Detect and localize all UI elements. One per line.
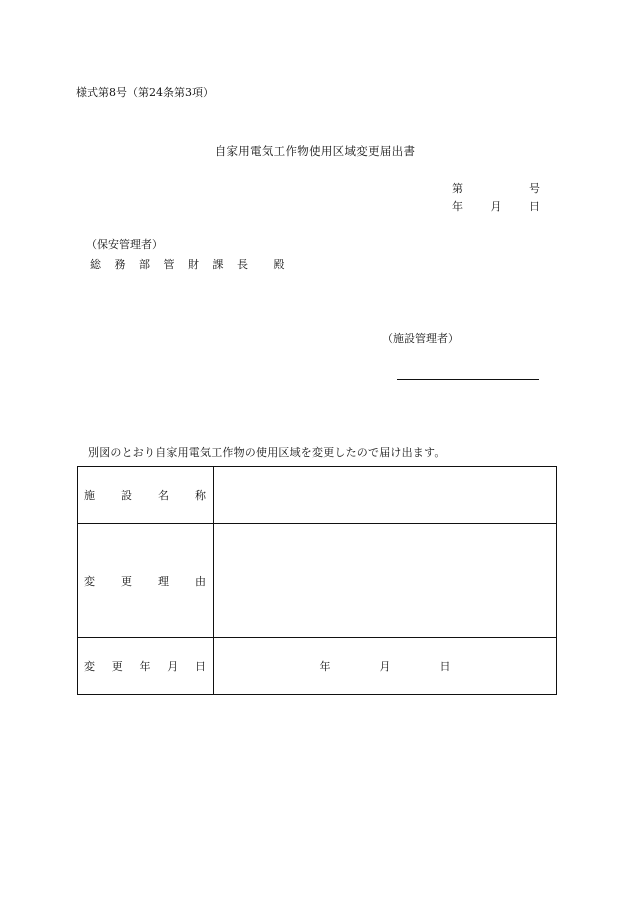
change-reason-label: [78, 524, 214, 638]
document-number-field: [452, 180, 540, 196]
facility-manager-label: （施設管理者）: [382, 332, 459, 345]
label-char: 設: [121, 489, 132, 502]
addressee-char: 務: [114, 258, 131, 271]
signature-line[interactable]: [397, 379, 539, 380]
change-date-year: 年: [319, 660, 331, 673]
addressee-char: 総: [90, 258, 106, 271]
label-char: 施: [84, 489, 95, 502]
label-char: 月: [167, 660, 179, 673]
addressee-char: 長: [237, 258, 253, 271]
form-number: 様式第8号（第24条第3項）: [76, 86, 214, 99]
number-prefix: 第: [452, 182, 463, 195]
change-date-input[interactable]: [214, 638, 557, 695]
facility-name-label: [78, 467, 214, 524]
addressee-honorific: 殿: [273, 258, 290, 271]
form-table: [77, 466, 557, 695]
date-day-label: 日: [529, 200, 540, 213]
label-char: 変: [84, 574, 95, 588]
change-date-label: [78, 638, 214, 695]
addressee-char: 課: [212, 258, 229, 271]
label-char: 日: [195, 660, 206, 673]
facility-name-input[interactable]: [214, 467, 557, 524]
change-reason-input[interactable]: [214, 524, 557, 638]
label-char: 名: [158, 489, 169, 502]
table-row: [78, 524, 557, 638]
table-row: [78, 638, 557, 695]
security-manager-label: （保安管理者）: [86, 238, 163, 251]
statement-text: 別図のとおり自家用電気工作物の使用区域を変更したので届け出ます。: [88, 446, 446, 459]
label-char: 由: [195, 574, 206, 588]
table-row: [78, 467, 557, 524]
number-suffix: 号: [529, 182, 540, 195]
change-date-day: 日: [439, 660, 451, 673]
addressee-char: 財: [188, 258, 204, 271]
label-char: 理: [158, 574, 169, 588]
addressee-char: 部: [139, 258, 155, 271]
label-char: 更: [111, 660, 123, 673]
label-char: 更: [121, 574, 132, 588]
change-date-month: 月: [379, 660, 391, 673]
submission-date-field: [452, 198, 540, 214]
label-char: 称: [195, 489, 206, 502]
label-char: 変: [84, 660, 95, 673]
label-char: 年: [139, 660, 151, 673]
addressee-char: 管: [163, 258, 180, 271]
addressee-line: [90, 256, 290, 272]
date-month-label: 月: [490, 200, 502, 213]
document-title: 自家用電気工作物使用区域変更届出書: [214, 144, 416, 158]
date-year-label: 年: [452, 200, 463, 213]
